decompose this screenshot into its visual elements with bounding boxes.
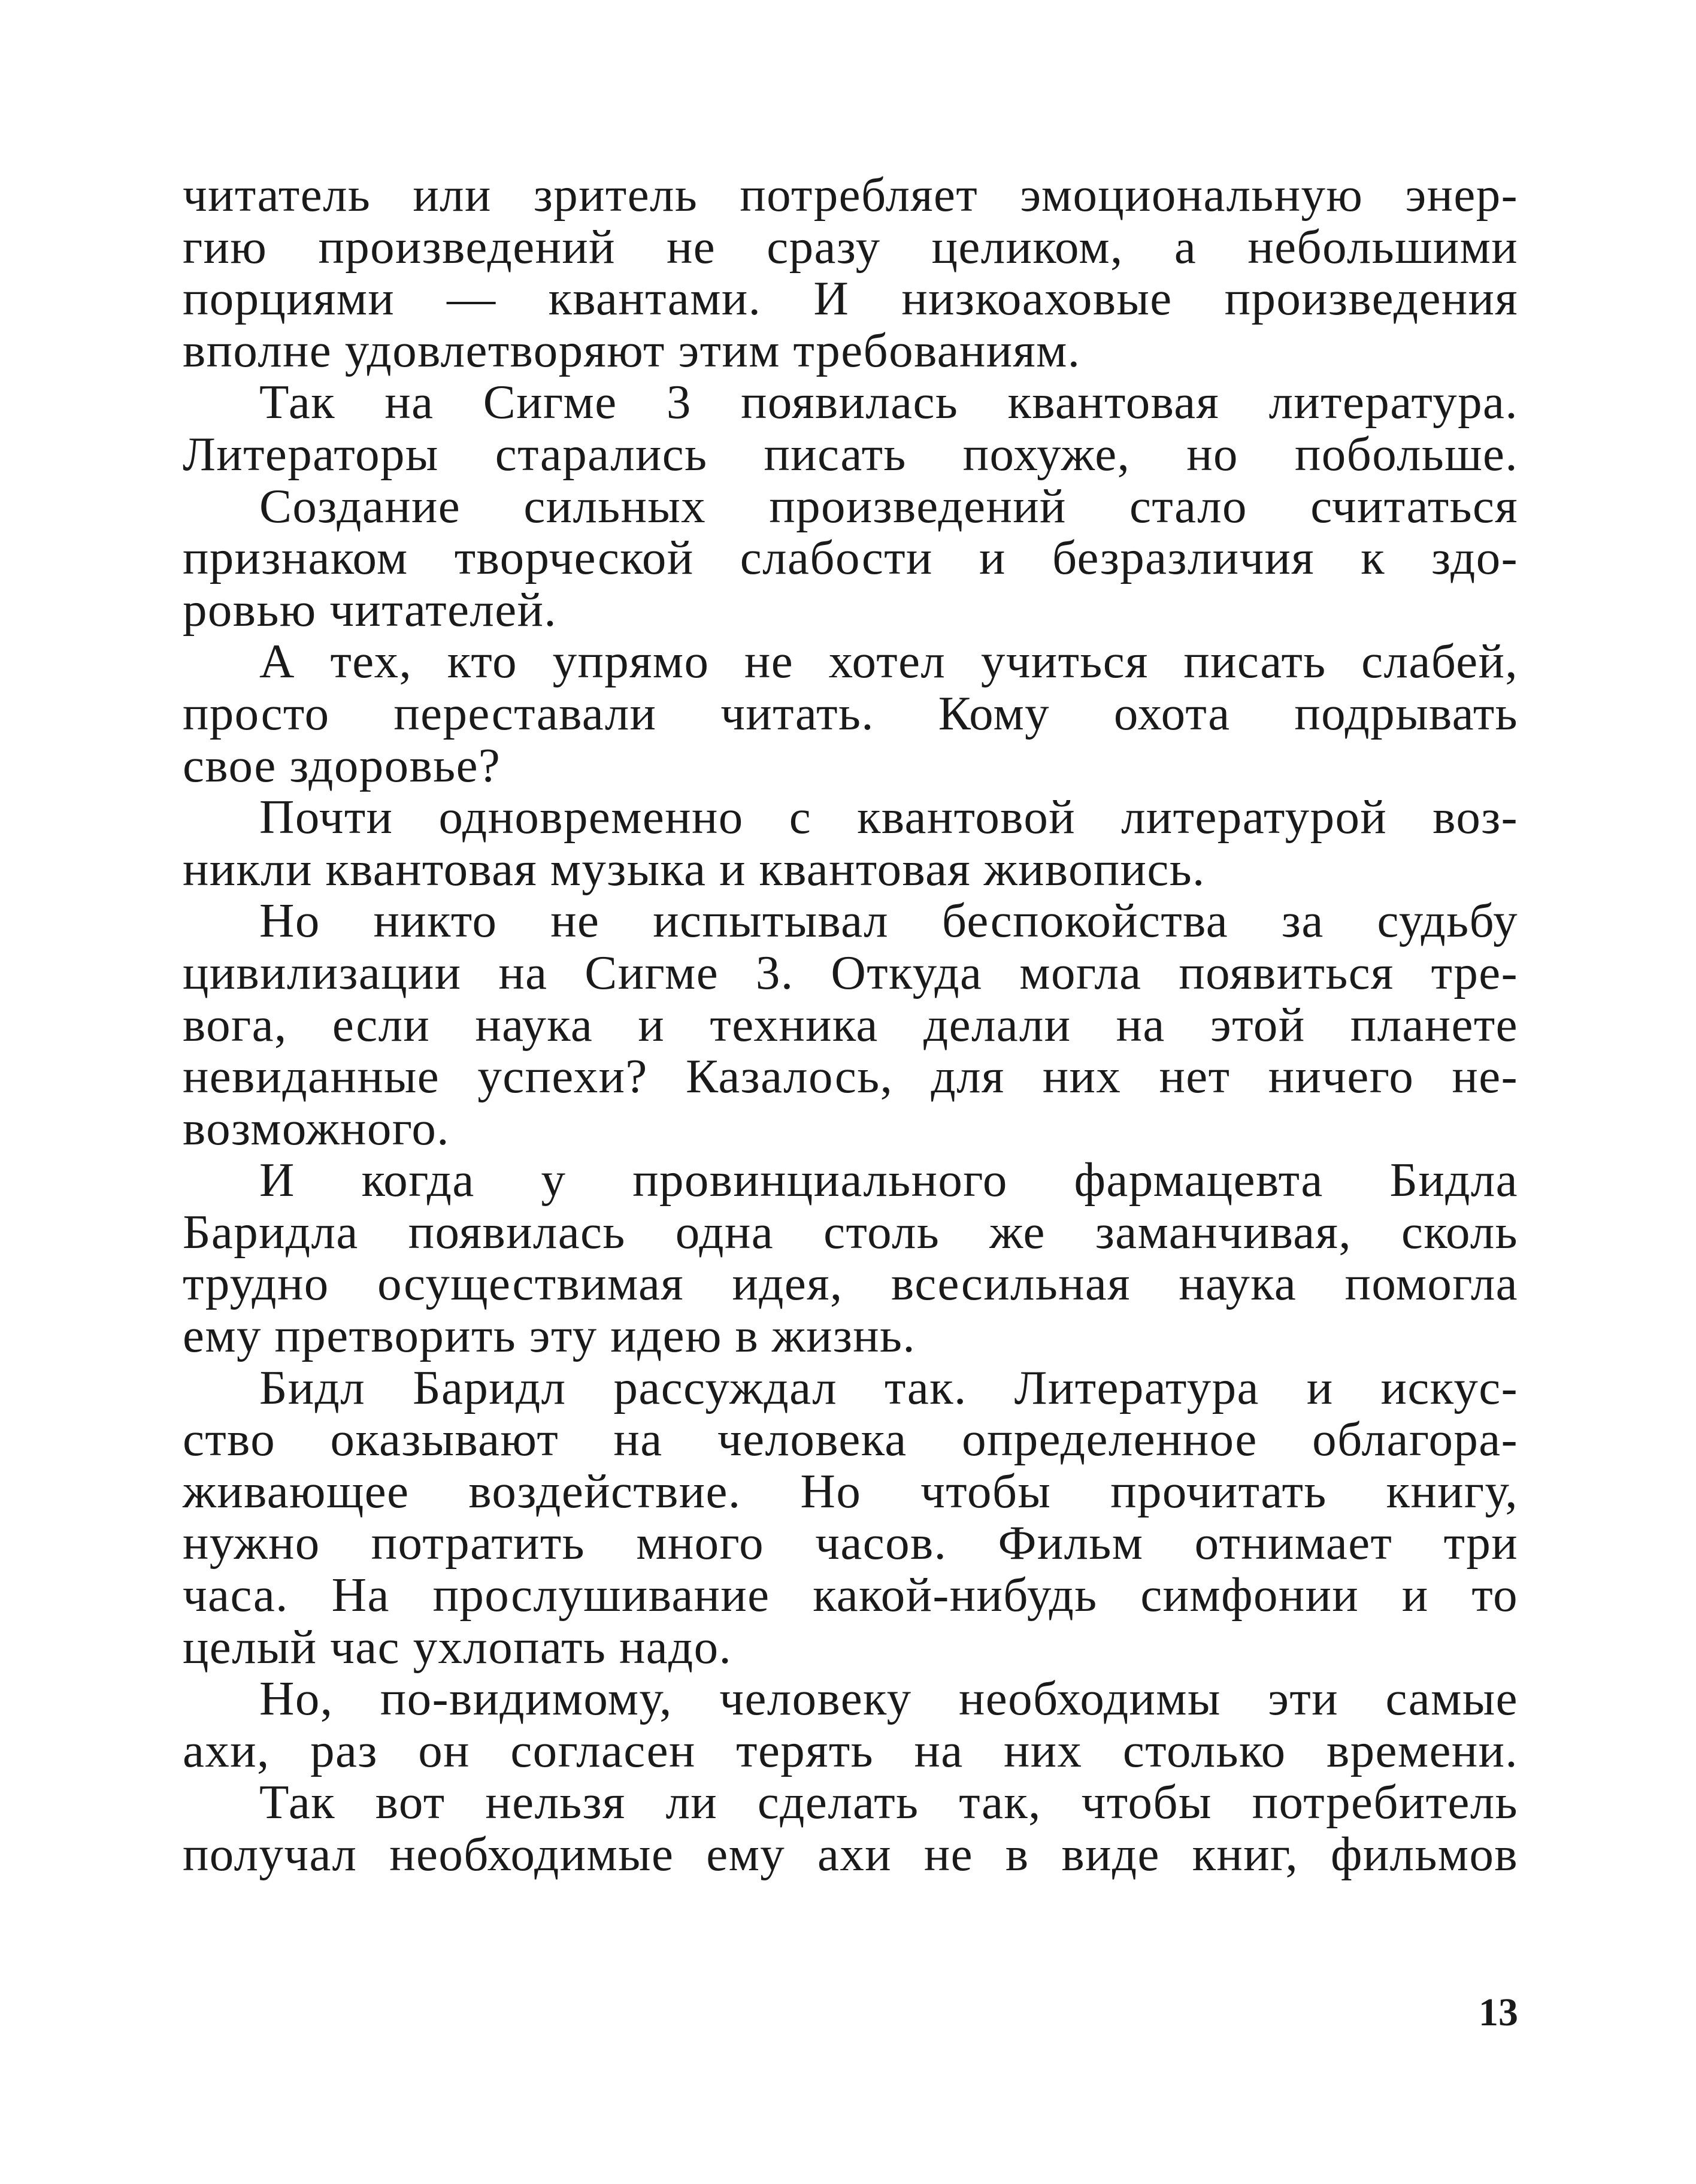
text-line: Так на Сигме 3 появилась квантовая литература.	[259, 375, 1518, 429]
text-line: гию произведений не сразу целиком, а небольшими	[183, 219, 1518, 274]
body-text	[183, 169, 1518, 1880]
text-line: А тех, кто упрямо не хотел учиться писать слабей,	[259, 634, 1518, 689]
text-line: нужно потратить много часов. Фильм отнимает три	[183, 1516, 1518, 1570]
text-line: трудно осуществимая идея, всесильная наука помогла	[183, 1256, 1518, 1311]
text-line: Литераторы старались писать похуже, но побольше.	[183, 426, 1518, 481]
text-line: свое здоровье?	[183, 738, 501, 792]
text-line: И когда у провинциального фармацевта Бидла	[259, 1153, 1518, 1207]
text-line: часа. На прослушивание какой-нибудь симфонии и то	[183, 1568, 1518, 1622]
text-line: живающее воздействие. Но чтобы прочитать книгу,	[183, 1464, 1518, 1518]
text-line: Но, по-видимому, человеку необходимы эти самые	[259, 1671, 1518, 1726]
text-line: вполне удовлетворяют этим требованиям.	[183, 323, 1081, 377]
text-line: возможного.	[183, 1101, 450, 1155]
text-line: ровью читателей.	[183, 582, 557, 637]
text-line: Почти одновременно с квантовой литературой воз-	[259, 790, 1518, 844]
text-line: Баридла появилась одна столь же заманчивая, сколь	[183, 1204, 1518, 1259]
text-line: просто переставали читать. Кому охота подрывать	[183, 686, 1518, 740]
text-line: Так вот нельзя ли сделать так, чтобы потребитель	[259, 1775, 1518, 1829]
text-line: признаком творческой слабости и безразличия к здо-	[183, 531, 1518, 585]
text-line: Создание сильных произведений стало считаться	[259, 478, 1518, 533]
text-line: Бидл Баридл рассуждал так. Литература и искус-	[259, 1360, 1518, 1414]
text-line: вога, если наука и техника делали на этой планете	[183, 997, 1518, 1052]
page-number: 13	[1479, 1991, 1518, 2034]
text-line: ство оказывают на человека определенное облагора-	[183, 1412, 1518, 1467]
text-line: целый час ухлопать надо.	[183, 1619, 732, 1674]
text-line: получал необходимые ему ахи не в виде книг, фильмов	[183, 1827, 1518, 1881]
text-line: порциями — квантами. И низкоаховые произведения	[183, 271, 1518, 326]
text-line: ему претворить эту идею в жизнь.	[183, 1308, 916, 1363]
text-line: цивилизации на Сигме 3. Откуда могла появиться тре-	[183, 945, 1518, 999]
text-line: Но никто не испытывал беспокойства за судьбу	[259, 893, 1518, 948]
text-line: ахи, раз он согласен терять на них столько времени.	[183, 1723, 1518, 1777]
text-line: читатель или зритель потребляет эмоциональную энер-	[183, 168, 1518, 222]
text-line: никли квантовая музыка и квантовая живопись.	[183, 841, 1206, 896]
text-line: невиданные успехи? Казалось, для них нет ничего не-	[183, 1049, 1518, 1104]
